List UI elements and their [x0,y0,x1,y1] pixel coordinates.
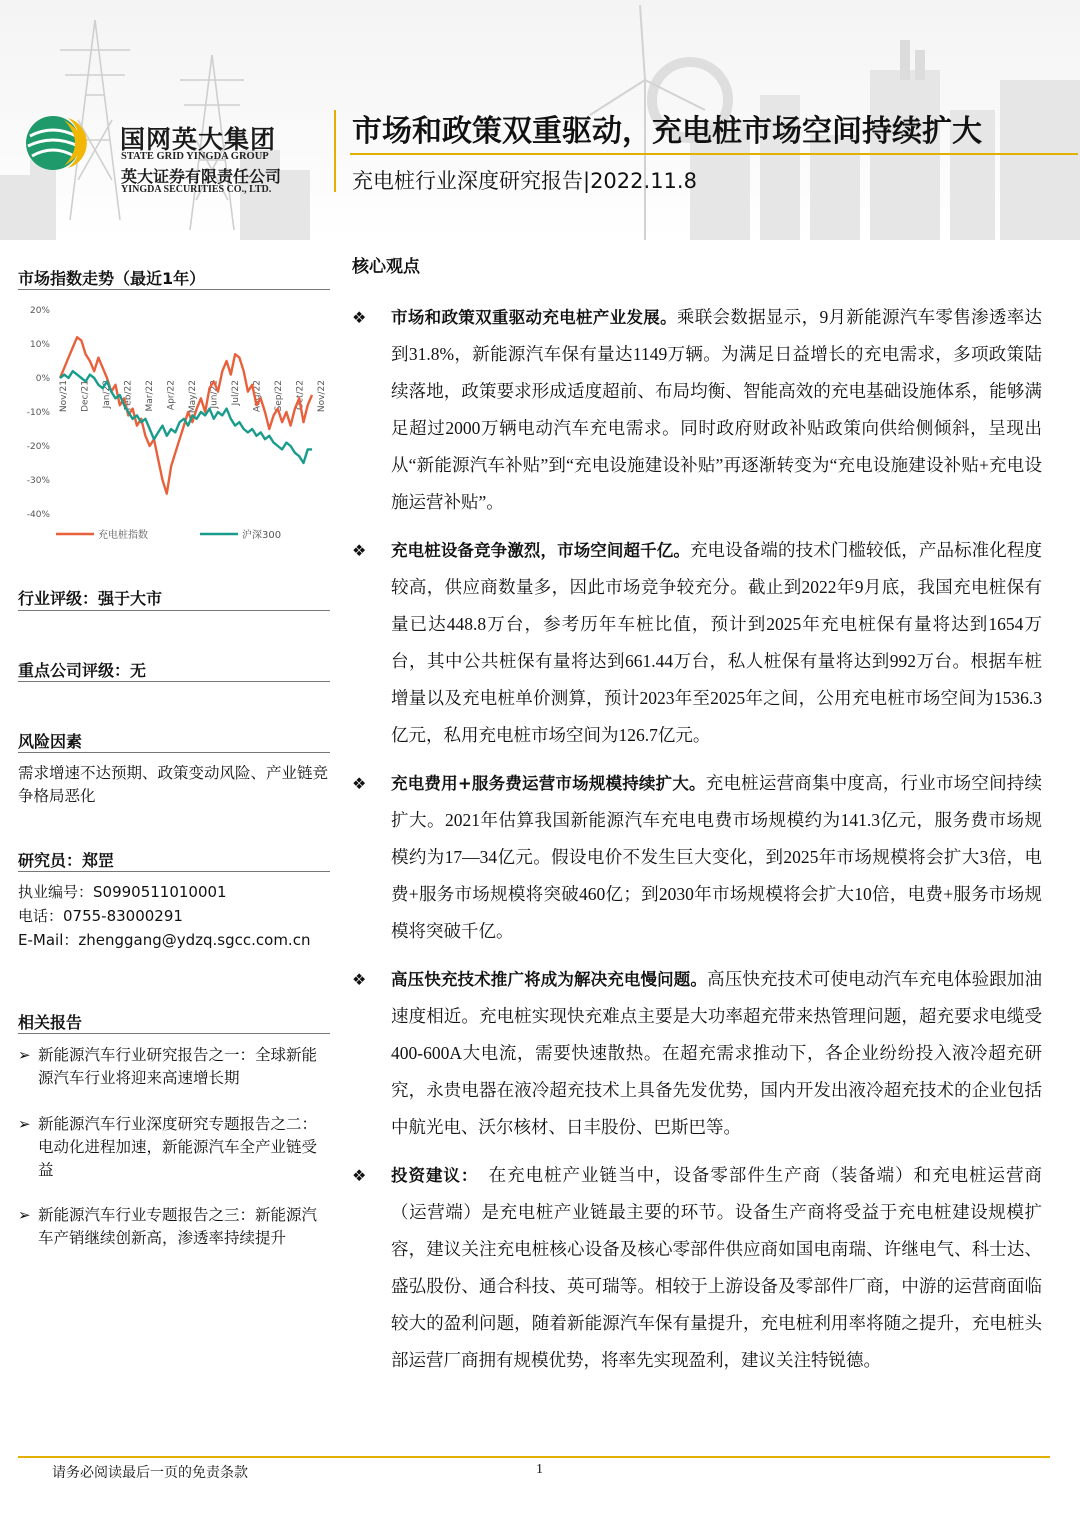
disclaimer-note: 请务必阅读最后一页的免责条款 [52,1465,248,1481]
industry-rating: 行业评级：强于大市 [18,589,163,608]
analyst-contact [18,880,310,952]
key-point-lead: 充电费用+服务费运营市场规模持续扩大。 [391,774,706,793]
title-divider [334,110,336,192]
x-tick-label: Nov/21 [59,380,69,413]
related-report-label: 新能源汽车行业专题报告之三：新能源汽车产销继续创新高，渗透率持续提升 [38,1206,318,1247]
key-point-lead: 投资建议： [391,1166,471,1185]
analyst-name: 研究员：郑罡 [18,851,115,870]
company-logo-icon [24,114,106,172]
divider [18,871,330,872]
legend-label: 充电桩指数 [98,530,148,541]
key-point-text: 充电设备端的技术门槛较低，产品标准化程度较高，供应商数量多，因此市场竞争较充分。截止到2022年9月底，我国充电桩保有量已达448.8万台，参考历年车桩比值，预计到2025年充电桩保有量将达到1654万台，其中公共桩保有量将达到661.44万台，私人桩保有量将达到992万台。根据车桩增量以及充电桩单价测算，预计2023年至2025年之间，公用充电桩市场空间为1536.3亿元，私用充电桩市场空间为126.7亿元。 [391,540,1043,745]
report-title: 市场和政策双重驱动，充电桩市场空间持续扩大 [352,114,982,149]
related-reports-title: 相关报告 [18,1013,83,1032]
chart-legend [56,528,281,541]
key-point [352,532,1042,754]
related-report-item[interactable] [18,1113,330,1182]
diamond-bullet-icon: ❖ [352,308,367,327]
x-tick-label: Oct/22 [295,380,306,411]
key-point [352,961,1042,1146]
x-tick-label: Jun/22 [209,380,220,409]
y-tick-label: -30% [26,476,50,486]
key-point-lead: 充电桩设备竞争激烈，市场空间超千亿。 [391,541,690,560]
chart-series [60,337,312,493]
legend-label: 沪深300 [242,530,282,541]
related-report-label: 新能源汽车行业研究报告之一：全球新能源汽车行业将迎来高速增长期 [38,1046,318,1087]
company-english-name: YINGDA SECURITIES CO., LTD. [121,184,272,195]
report-subtitle: 充电桩行业深度研究报告|2022.11.8 [352,169,697,193]
key-point [352,299,1042,521]
arrow-right-icon: ➢ [18,1206,31,1224]
y-tick-label: -40% [26,510,50,520]
footer-rule [18,1456,1050,1458]
title-underline [350,153,1078,155]
company-chinese-name: 英大证券有限责任公司 [121,167,282,186]
divider [18,610,330,611]
x-tick-label: Dec/21 [80,380,91,412]
key-point-text: 高压快充技术可使电动汽车充电体验跟加油速度相近。充电桩实现快充难点主要是大功率超充带来热管理问题，超充要求电缆受400-600A大电流，需要快速散热。在超充需求推动下，各企业纷纷投入液冷超充研究，永贵电器在液冷超充技术上具备先发优势，国内开发出液冷超充技术的企业包括中航光电、沃尔核材、日丰股份、巴斯巴等。 [391,969,1043,1137]
arrow-right-icon: ➢ [18,1115,31,1133]
email-address[interactable]: E-Mail：zhenggang@ydzq.sgcc.com.cn [18,931,311,949]
y-tick-label: 10% [29,340,50,350]
x-tick-label: May/22 [188,380,199,414]
x-tick-label: Apr/22 [166,380,177,411]
x-tick-label: Jul/22 [231,380,242,406]
y-tick-label: -20% [26,442,50,452]
key-point [352,765,1042,950]
key-point-text: 充电桩运营商集中度高，行业市场空间持续扩大。2021年估算我国新能源汽车充电电费市场规模约为141.3亿元，服务费市场规模约为17—34亿元。假设电价不发生巨大变化，到2025年市场规模将会扩大3倍，电费+服务市场规模将突破460亿；到2030年市场规模将会扩大10倍，电费+服务市场规模将突破千亿。 [391,773,1042,941]
divider [18,289,330,290]
divider [18,681,330,682]
series-line-charging-index [60,337,312,493]
logo-english-name: STATE GRID YINGDA GROUP [121,151,269,162]
diamond-bullet-icon: ❖ [352,541,367,560]
key-point-lead: 市场和政策双重驱动充电桩产业发展。 [391,308,677,327]
key-point-text: 在充电桩产业链当中，设备零部件生产商（装备端）和充电桩运营商（运营端）是充电桩产业链最主要的环节。设备生产商将受益于充电桩建设规模扩容，建议关注充电桩核心设备及核心零部件供应商如国电南瑞、许继电气、科士达、盛弘股份、通合科技、英可瑞等。相较于上游设备及零部件厂商，中游的运营商面临较大的盈利问题，随着新能源汽车保有量提升，充电桩利用率将随之提升，充电桩头部运营厂商拥有规模优势，将率先实现盈利，建议关注特锐德。 [391,1165,1043,1370]
y-tick-label: -10% [26,408,50,418]
report-header [0,0,1080,240]
key-point [352,1157,1042,1379]
page-number: 1 [536,1462,543,1477]
key-point-text: 乘联会数据显示，9月新能源汽车零售渗透率达到31.8%，新能源汽车保有量达1149万辆。为满足日益增长的充电需求，多项政策陆续落地，政策要求形成适度超前、布局均衡、智能高效的充电基础设施体系，能够满足超过2000万辆电动汽车充电需求。同时政府财政补贴政策向供给侧倾斜，呈现出从“新能源汽车补贴”到“充电设施建设补贴”再逐渐转变为“充电设施建设补贴+充电设施运营补贴”。 [391,307,1043,512]
x-tick-label: Aug/22 [252,380,263,413]
divider [18,752,330,753]
x-tick-label: Feb/22 [123,380,134,411]
license-number: 执业编号：S0990511010001 [18,883,227,901]
related-report-label: 新能源汽车行业深度研究专题报告之二：电动化进程加速，新能源汽车全产业链受益 [38,1115,318,1179]
x-tick-label: Jan/22 [102,380,113,409]
risk-title: 风险因素 [18,732,83,751]
risk-text: 需求增速不达预期、政策变动风险、产业链竞争格局恶化 [18,764,329,805]
related-report-item[interactable] [18,1044,330,1090]
y-axis [27,306,51,520]
chart-title: 市场指数走势（最近1年） [18,269,206,288]
x-tick-label: Nov/22 [317,380,328,413]
y-tick-label: 20% [29,306,50,316]
y-tick-label: 0% [35,374,50,384]
diamond-bullet-icon: ❖ [352,1166,367,1185]
related-report-item[interactable] [18,1204,330,1250]
phone-number: 电话：0755-83000291 [18,907,183,925]
diamond-bullet-icon: ❖ [352,970,367,989]
diamond-bullet-icon: ❖ [352,774,367,793]
logo-chinese-name: 国网英大集团 [120,125,277,154]
key-point-lead: 高压快充技术推广将成为解决充电慢问题。 [391,970,708,989]
arrow-right-icon: ➢ [18,1046,31,1064]
x-tick-label: Sep/22 [274,380,285,412]
divider [18,1033,330,1034]
company-rating: 重点公司评级：无 [18,661,147,680]
core-views-title: 核心观点 [352,257,420,277]
market-index-chart [18,298,330,548]
x-tick-label: Mar/22 [145,380,156,412]
